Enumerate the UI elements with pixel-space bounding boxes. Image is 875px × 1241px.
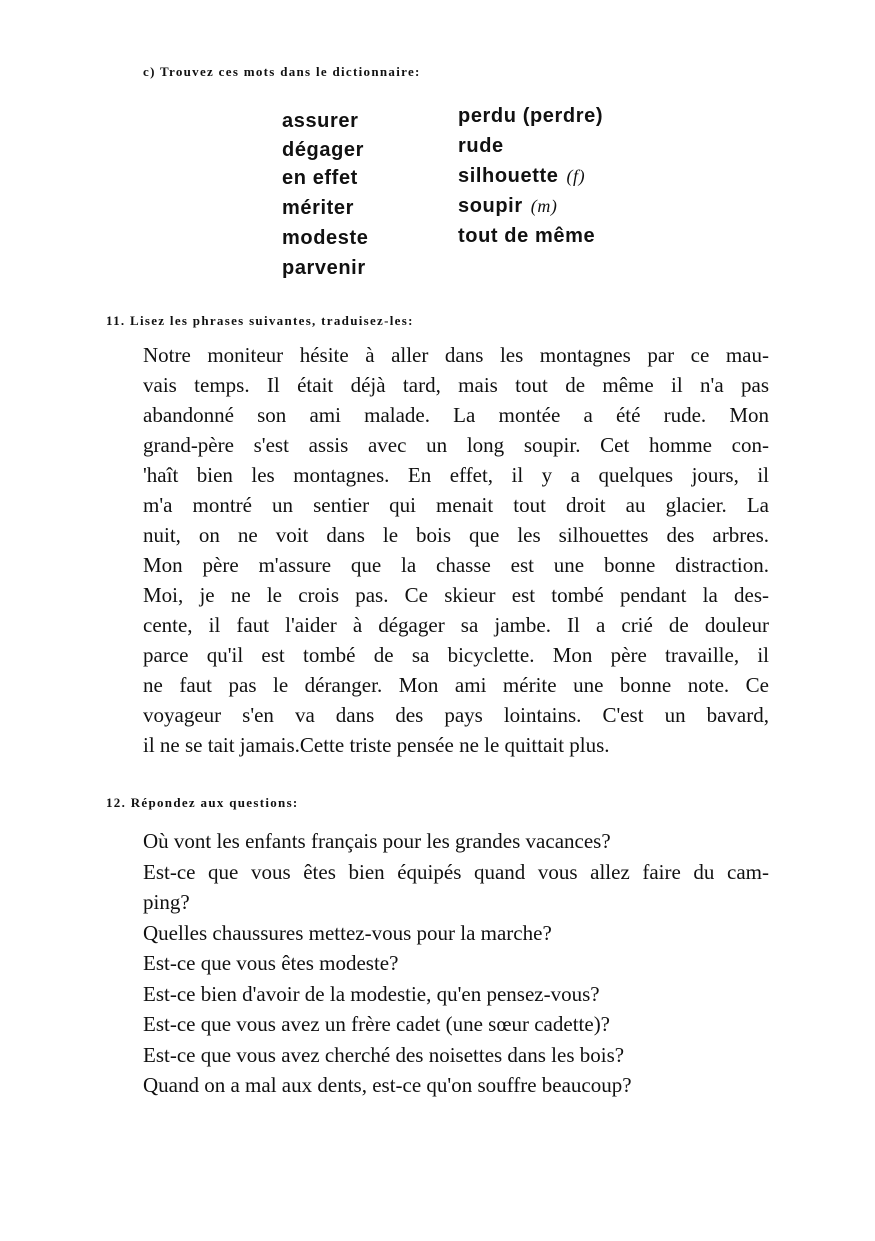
vocab-word: modeste (282, 227, 369, 249)
question-item: Est-ce que vous avez un frère cadet (une sœur cadette)? (143, 1012, 611, 1036)
question-item: Quelles chaussures mettez-vous pour la marche? (143, 920, 552, 945)
vocab-word (458, 161, 603, 191)
question-item: Quand on a mal aux dents, est-ce qu'on souffre beaucoup? (143, 1073, 632, 1097)
vocab-word-text: soupir (458, 195, 523, 217)
vocab-word (458, 101, 603, 131)
paragraph-line: abandonné son ami malade. La montée a été rude. Mon (143, 403, 769, 427)
question-item (143, 857, 769, 918)
translation-paragraph (143, 340, 769, 760)
paragraph-line: m'a montré un sentier qui menait tout droit au glacier. La (143, 493, 769, 517)
section-12-heading: 12. Répondez aux questions: (106, 795, 299, 810)
question-item: Est-ce que vous avez cherché des noisettes dans les bois? (143, 1042, 625, 1067)
questions-list (143, 826, 769, 1101)
vocab-word (458, 221, 603, 251)
vocab-word (458, 191, 603, 221)
question-item: Est-ce que vous êtes modeste? (143, 951, 399, 975)
vocab-word: en effet (282, 167, 358, 189)
vocab-word: mériter (282, 197, 355, 219)
question-line: Est-ce que vous êtes bien équipés quand vous allez faire du cam- (143, 859, 769, 884)
vocab-right-column (458, 101, 603, 251)
paragraph-line: grand-père s'est assis avec un long soupir. Cet homme con- (143, 433, 769, 457)
paragraph-line: nuit, on ne voit dans le bois que les silhouettes des arbres. (143, 523, 769, 547)
paragraph-line: Mon père m'assure que la chasse est une bonne distraction. (143, 553, 769, 577)
gender-marker: (m) (530, 196, 558, 216)
paragraph-line: ne faut pas le déranger. Mon ami mérite une bonne note. Ce (143, 673, 769, 697)
vocab-word-text: silhouette (458, 165, 559, 187)
question-line: ping? (143, 890, 190, 914)
vocab-word: dégager (282, 139, 365, 161)
vocab-word-text: tout de même (458, 225, 596, 247)
vocab-word-text: rude (458, 135, 504, 157)
section-11-heading: 11. Lisez les phrases suivantes, traduisez-les: (106, 313, 414, 328)
paragraph-line: Notre moniteur hésite à aller dans les montagnes par ce mau- (143, 343, 769, 367)
paragraph-line: voyageur s'en va dans des pays lointains. C'est un bavard, (143, 703, 769, 727)
paragraph-line: il ne se tait jamais.Cette triste pensée ne le quittait plus. (143, 733, 610, 757)
paragraph-line: parce qu'il est tombé de sa bicyclette. Mon père travaille, il (143, 643, 769, 667)
vocab-word (458, 131, 603, 161)
vocab-word: parvenir (282, 257, 366, 279)
vocab-word: assurer (282, 110, 359, 132)
section-c-heading: c) Trouvez ces mots dans le dictionnaire: (143, 64, 421, 79)
paragraph-line: Moi, je ne le crois pas. Ce skieur est tombé pendant la des- (143, 583, 769, 607)
paragraph-line: vais temps. Il était déjà tard, mais tout de même il n'a pas (143, 373, 769, 397)
vocab-word-text: perdu (perdre) (458, 105, 604, 127)
paragraph-line: cente, il faut l'aider à dégager sa jambe. Il a crié de douleur (143, 613, 769, 637)
gender-marker: (f) (566, 166, 586, 186)
question-item: Est-ce bien d'avoir de la modestie, qu'en pensez-vous? (143, 981, 600, 1006)
question-item: Où vont les enfants français pour les grandes vacances? (143, 829, 611, 853)
paragraph-line: 'haît bien les montagnes. En effet, il y a quelques jours, il (143, 463, 769, 487)
vocab-left-column (282, 106, 368, 283)
